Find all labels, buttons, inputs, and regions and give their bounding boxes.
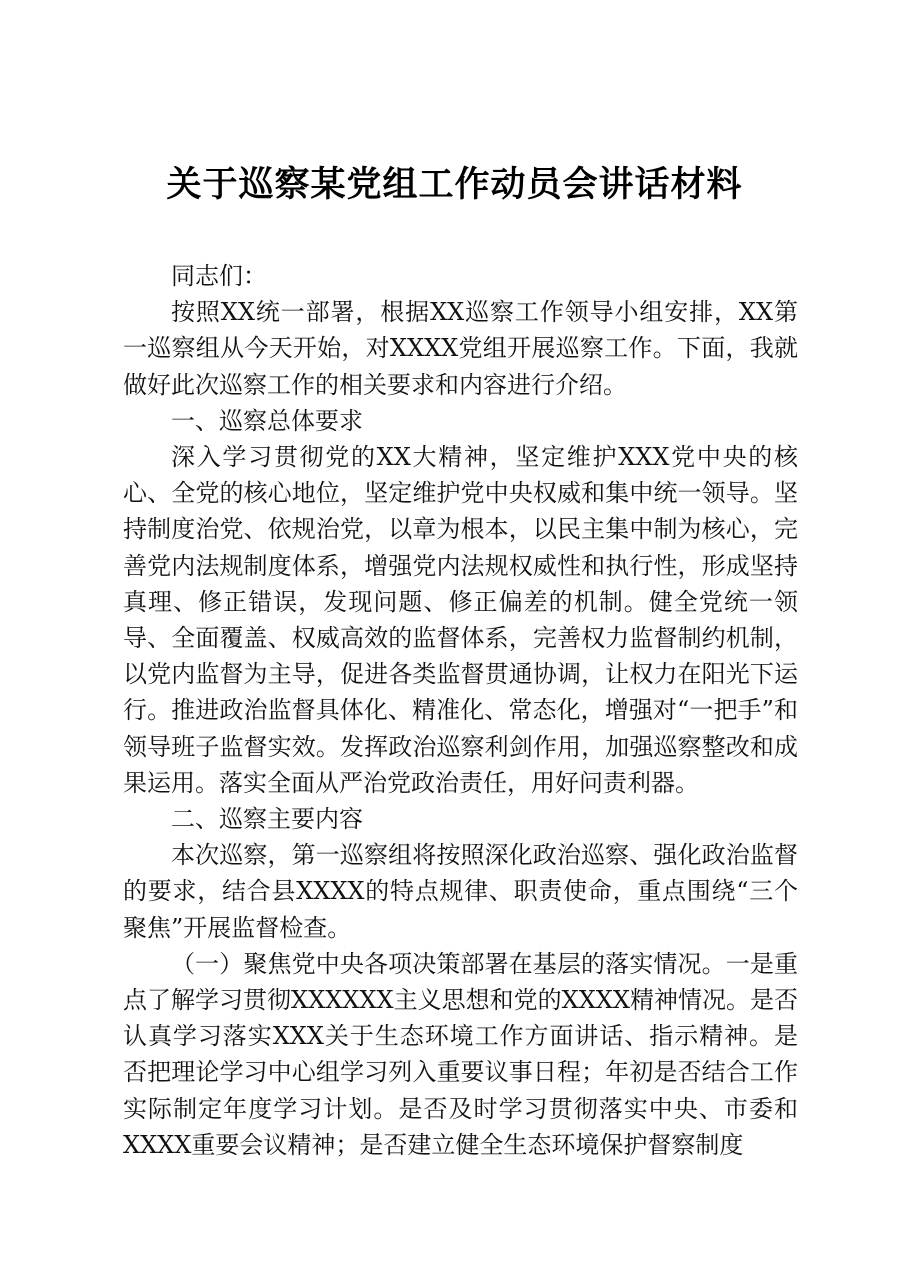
intro-paragraph: 按照XX统一部署，根据XX巡察工作领导小组安排，XX第一巡察组从今天开始，对XXXX党组开展巡察工作。下面，我就做好此次巡察工作的相关要求和内容进行介绍。 xyxy=(123,298,798,399)
section-heading-2: 二、巡察主要内容 xyxy=(171,805,363,834)
document-body xyxy=(123,258,798,1163)
document-title: 关于巡察某党组工作动员会讲话材料 xyxy=(166,164,743,205)
subsection-1-paragraph: （一）聚焦党中央各项决策部署在基层的落实情况。一是重点了解学习贯彻XXXXXX主义思想和党的XXXX精神情况。是否认真学习落实XXX关于生态环境工作方面讲话、指示精神。是否把理论学习中心组学习列入重要议事日程；年初是否结合工作实际制定年度学习计划。是否及时学习贯彻落实中央、市委和XXXX重要会议精神；是否建立健全生态环境保护督察制度 xyxy=(123,949,798,1159)
salutation-paragraph: 同志们： xyxy=(171,262,267,290)
section-2-paragraph: 本次巡察，第一巡察组将按照深化政治巡察、强化政治监督的要求，结合县XXXX的特点规律、职责使命，重点围绕“三个聚焦”开展监督检查。 xyxy=(123,841,798,942)
section-heading-1: 一、巡察总体要求 xyxy=(171,406,363,435)
section-1-paragraph: 深入学习贯彻党的XX大精神，坚定维护XXX党中央的核心、全党的核心地位，坚定维护党中央权威和集中统一领导。坚持制度治党、依规治党，以章为根本，以民主集中制为核心，完善党内法规制度体系，增强党内法规权威性和执行性，形成坚持真理、修正错误，发现问题、修正偏差的机制。健全党统一领导、全面覆盖、权威高效的监督体系，完善权力监督制约机制，以党内监督为主导，促进各类监督贯通协调，让权力在阳光下运行。推进政治监督具体化、精准化、常态化，增强对“一把手”和领导班子监督实效。发挥政治巡察利剑作用，加强巡察整改和成果运用。落实全面从严治党政治责任，用好问责利器。 xyxy=(123,443,798,797)
